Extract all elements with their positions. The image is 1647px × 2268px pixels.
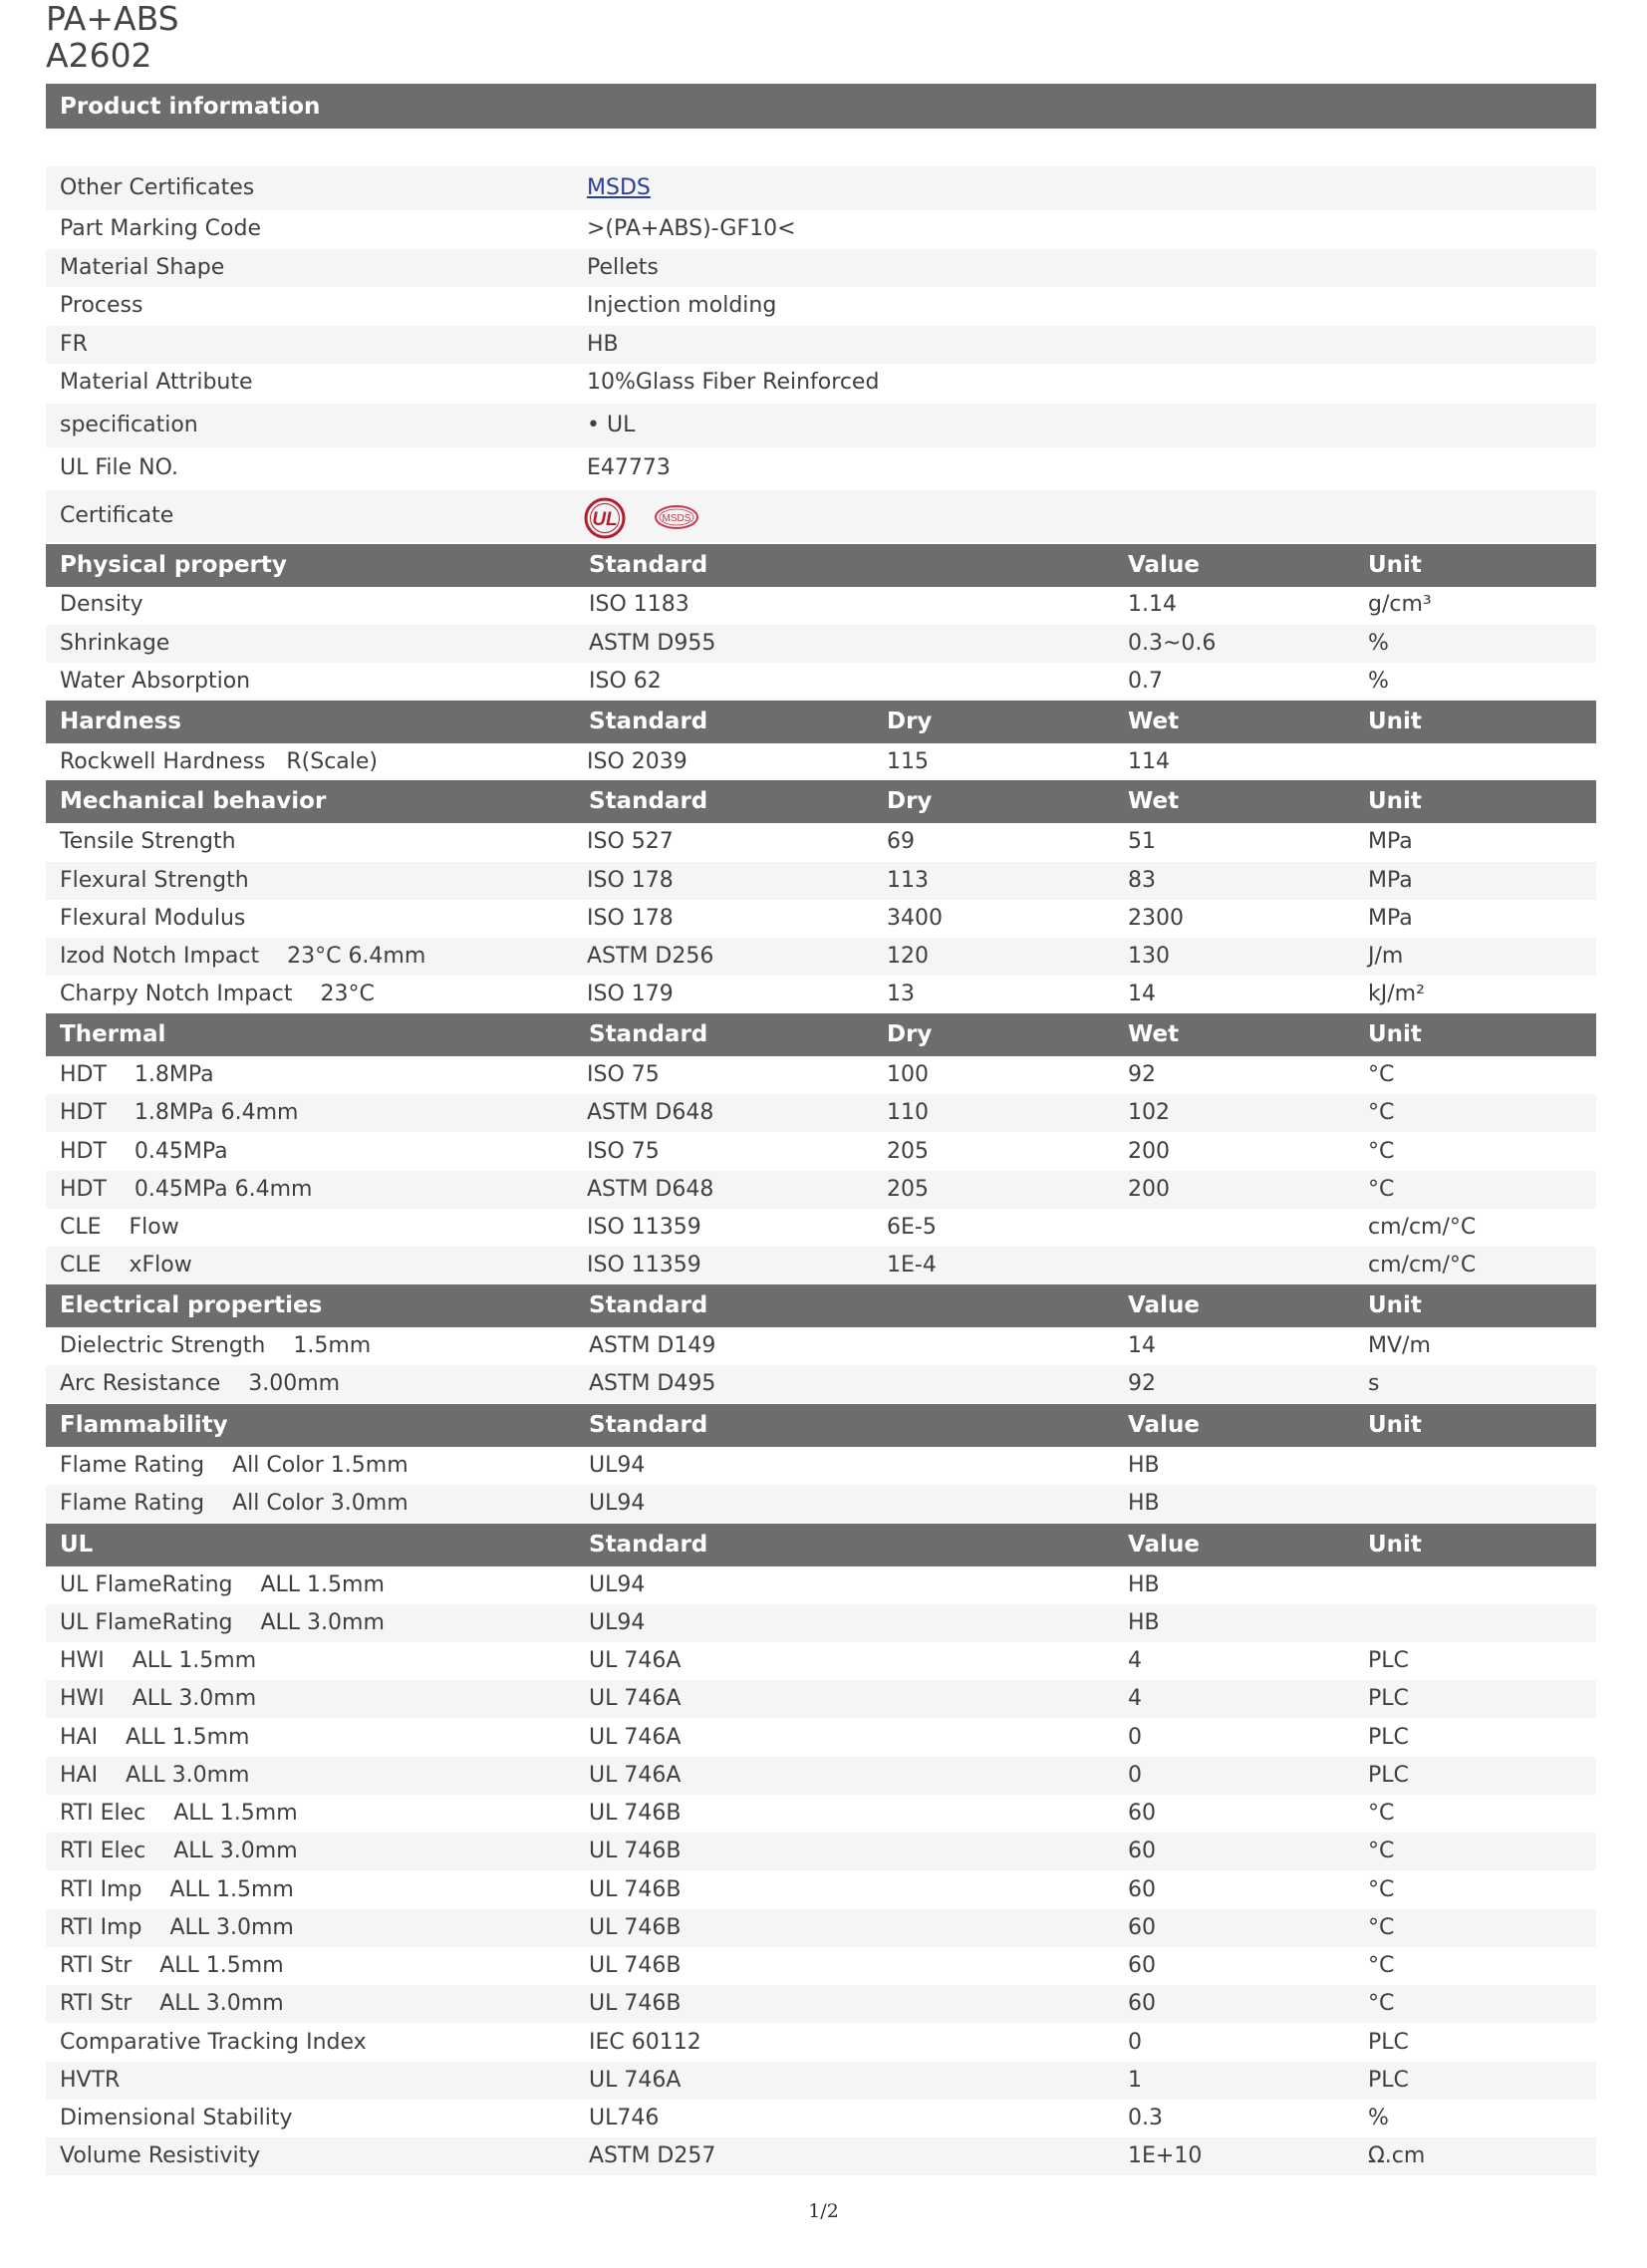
unit: PLC xyxy=(1368,1648,1409,1673)
value: 0.3~0.6 xyxy=(1128,631,1217,656)
property-name: HAI ALL 3.0mm xyxy=(60,1763,250,1788)
msds-logo-icon xyxy=(656,506,697,528)
standard: UL 746A xyxy=(589,1763,682,1788)
property-name: UL FlameRating ALL 3.0mm xyxy=(60,1610,385,1635)
standard: ISO 62 xyxy=(589,669,662,694)
table-row xyxy=(46,743,1596,781)
column-header-standard: Standard xyxy=(589,788,708,814)
standard: ISO 178 xyxy=(587,906,674,931)
column-header-value: Value xyxy=(1128,552,1200,578)
property-name: Flexural Modulus xyxy=(60,906,246,931)
value: 0 xyxy=(1128,1763,1142,1788)
section-title: Thermal xyxy=(60,1021,166,1047)
msds-logo-text: MSDS xyxy=(662,513,691,524)
property-name: Shrinkage xyxy=(60,631,170,656)
column-header-unit: Unit xyxy=(1368,552,1422,578)
standard: ISO 11359 xyxy=(587,1253,701,1277)
table-row xyxy=(46,2024,1596,2062)
table-row xyxy=(46,1985,1596,2023)
section-header-thermal xyxy=(46,1013,1596,1056)
column-header-standard: Standard xyxy=(589,1021,708,1047)
section-header-electrical-properties xyxy=(46,1284,1596,1327)
column-header-dry: Dry xyxy=(887,709,933,734)
value: 1.14 xyxy=(1128,592,1177,617)
section-title: Mechanical behavior xyxy=(60,788,327,814)
unit: PLC xyxy=(1368,1725,1409,1750)
standard: UL 746B xyxy=(589,1801,682,1826)
standard: ASTM D648 xyxy=(587,1100,714,1125)
property-name: Comparative Tracking Index xyxy=(60,2030,367,2055)
value: HB xyxy=(1128,1491,1160,1516)
dry-value: 205 xyxy=(887,1177,929,1202)
table-row xyxy=(46,976,1596,1013)
value: 130 xyxy=(1128,944,1170,969)
table-row xyxy=(46,1056,1596,1094)
msds-link[interactable]: MSDS xyxy=(587,175,651,200)
unit: MPa xyxy=(1368,868,1413,893)
unit: °C xyxy=(1368,1100,1395,1125)
unit: % xyxy=(1368,2106,1389,2130)
table-row xyxy=(46,1365,1596,1403)
product-info-header xyxy=(46,84,1596,129)
value: 60 xyxy=(1128,1839,1156,1863)
unit: cm/cm/°C xyxy=(1368,1253,1477,1277)
standard: ISO 75 xyxy=(587,1139,660,1164)
standard: UL 746B xyxy=(589,1915,682,1940)
dry-value: 13 xyxy=(887,982,915,1006)
table-row xyxy=(46,663,1596,701)
info-label: specification xyxy=(60,413,198,437)
value: 92 xyxy=(1128,1371,1156,1396)
info-value: 10%Glass Fiber Reinforced xyxy=(587,370,880,395)
property-name: Charpy Notch Impact 23°C xyxy=(60,982,375,1006)
property-name: Volume Resistivity xyxy=(60,2143,261,2168)
info-value: • UL xyxy=(587,413,636,437)
column-header-unit: Unit xyxy=(1368,1292,1422,1318)
property-name: UL FlameRating ALL 1.5mm xyxy=(60,1572,385,1597)
standard: ASTM D955 xyxy=(589,631,716,656)
value: 60 xyxy=(1128,1801,1156,1826)
standard: UL94 xyxy=(589,1453,646,1478)
table-row xyxy=(46,625,1596,663)
value: 83 xyxy=(1128,868,1156,893)
standard: UL746 xyxy=(589,2106,660,2130)
info-row-fr xyxy=(46,326,1596,364)
column-header-dry: Dry xyxy=(887,788,933,814)
property-name: HDT 0.45MPa xyxy=(60,1139,228,1164)
info-label: Other Certificates xyxy=(60,175,255,200)
value: 4 xyxy=(1128,1686,1142,1711)
value: 0 xyxy=(1128,1725,1142,1750)
unit: MPa xyxy=(1368,906,1413,931)
table-row xyxy=(46,1485,1596,1523)
product-name: PA+ABS xyxy=(46,0,179,38)
property-name: Water Absorption xyxy=(60,669,251,694)
column-header-wet: Wet xyxy=(1128,709,1180,734)
dry-value: 1E-4 xyxy=(887,1253,937,1277)
value: 51 xyxy=(1128,829,1156,854)
dry-value: 205 xyxy=(887,1139,929,1164)
unit: °C xyxy=(1368,1801,1395,1826)
value: 200 xyxy=(1128,1139,1170,1164)
property-name: HDT 1.8MPa 6.4mm xyxy=(60,1100,299,1125)
property-name: RTI Elec ALL 3.0mm xyxy=(60,1839,298,1863)
info-row-specification xyxy=(46,404,1596,447)
standard: UL94 xyxy=(589,1610,646,1635)
standard: ISO 1183 xyxy=(589,592,689,617)
value: HB xyxy=(1128,1610,1160,1635)
column-header-unit: Unit xyxy=(1368,709,1422,734)
dry-value: 100 xyxy=(887,1062,929,1087)
column-header-standard: Standard xyxy=(589,552,708,578)
table-row xyxy=(46,586,1596,624)
table-row xyxy=(46,938,1596,976)
section-header-physical-property xyxy=(46,544,1596,587)
unit: °C xyxy=(1368,1953,1395,1978)
standard: ISO 2039 xyxy=(587,749,687,774)
table-row xyxy=(46,823,1596,861)
value: 60 xyxy=(1128,1953,1156,1978)
standard: ASTM D256 xyxy=(587,944,714,969)
info-value: >(PA+ABS)-GF10< xyxy=(587,216,796,241)
info-value: Injection molding xyxy=(587,293,777,318)
standard: UL 746B xyxy=(589,1991,682,2016)
certificate-icons xyxy=(584,496,713,546)
property-name: RTI Imp ALL 3.0mm xyxy=(60,1915,294,1940)
value: 92 xyxy=(1128,1062,1156,1087)
unit: s xyxy=(1368,1371,1380,1396)
unit: % xyxy=(1368,631,1389,656)
property-name: RTI Elec ALL 1.5mm xyxy=(60,1801,298,1826)
column-header-unit: Unit xyxy=(1368,1412,1422,1438)
unit: °C xyxy=(1368,1991,1395,2016)
unit: J/m xyxy=(1368,944,1404,969)
value: 1E+10 xyxy=(1128,2143,1203,2168)
value: 14 xyxy=(1128,1333,1156,1358)
table-row xyxy=(46,1247,1596,1284)
value: 200 xyxy=(1128,1177,1170,1202)
info-row-ul-file-no xyxy=(46,448,1596,488)
table-row xyxy=(46,2100,1596,2137)
ul-logo-text: UL xyxy=(592,509,618,530)
table-row xyxy=(46,1133,1596,1171)
standard: UL 746A xyxy=(589,2068,682,2093)
value: 0 xyxy=(1128,2030,1142,2055)
property-name: RTI Imp ALL 1.5mm xyxy=(60,1877,294,1902)
column-header-standard: Standard xyxy=(589,1532,708,1558)
standard: UL94 xyxy=(589,1491,646,1516)
value: HB xyxy=(1128,1572,1160,1597)
table-row xyxy=(46,2062,1596,2100)
table-row xyxy=(46,1719,1596,1757)
unit: PLC xyxy=(1368,1763,1409,1788)
value: 4 xyxy=(1128,1648,1142,1673)
value: 0.7 xyxy=(1128,669,1163,694)
standard: ISO 75 xyxy=(587,1062,660,1087)
section-header-ul xyxy=(46,1524,1596,1566)
value: 60 xyxy=(1128,1877,1156,1902)
property-name: HWI ALL 1.5mm xyxy=(60,1648,257,1673)
column-header-wet: Wet xyxy=(1128,788,1180,814)
unit: % xyxy=(1368,669,1389,694)
value: 0.3 xyxy=(1128,2106,1163,2130)
table-row xyxy=(46,1447,1596,1485)
property-name: Dimensional Stability xyxy=(60,2106,293,2130)
property-name: HDT 0.45MPa 6.4mm xyxy=(60,1177,313,1202)
section-title: Physical property xyxy=(60,552,287,578)
property-name: Dielectric Strength 1.5mm xyxy=(60,1333,372,1358)
info-label: UL File NO. xyxy=(60,455,179,480)
ul-logo-icon xyxy=(586,499,624,537)
info-label: Certificate xyxy=(60,503,174,528)
standard: ISO 11359 xyxy=(587,1215,701,1240)
unit: PLC xyxy=(1368,1686,1409,1711)
property-name: CLE xFlow xyxy=(60,1253,192,1277)
info-value: E47773 xyxy=(587,455,671,480)
unit: MPa xyxy=(1368,829,1413,854)
info-value: Pellets xyxy=(587,255,659,280)
property-name: Density xyxy=(60,592,143,617)
value: 2300 xyxy=(1128,906,1184,931)
value: 102 xyxy=(1128,1100,1170,1125)
section-header-mechanical-behavior xyxy=(46,780,1596,823)
unit: °C xyxy=(1368,1177,1395,1202)
unit: °C xyxy=(1368,1877,1395,1902)
column-header-wet: Wet xyxy=(1128,1021,1180,1047)
column-header-unit: Unit xyxy=(1368,1532,1422,1558)
column-header-value: Value xyxy=(1128,1532,1200,1558)
unit: kJ/m² xyxy=(1368,982,1425,1006)
property-name: Flexural Strength xyxy=(60,868,249,893)
product-grade: A2602 xyxy=(46,36,152,75)
table-row xyxy=(46,900,1596,938)
info-label: Material Shape xyxy=(60,255,225,280)
value: HB xyxy=(1128,1453,1160,1478)
table-row xyxy=(46,1094,1596,1132)
property-name: HDT 1.8MPa xyxy=(60,1062,214,1087)
column-header-unit: Unit xyxy=(1368,788,1422,814)
section-title: Hardness xyxy=(60,709,181,734)
info-label: FR xyxy=(60,332,88,357)
table-row xyxy=(46,2137,1596,2175)
standard: UL 746B xyxy=(589,1877,682,1902)
table-row xyxy=(46,1833,1596,1870)
standard: UL 746B xyxy=(589,1953,682,1978)
section-title: Electrical properties xyxy=(60,1292,323,1318)
info-row-part-marking-code xyxy=(46,210,1596,248)
unit: Ω.cm xyxy=(1368,2143,1426,2168)
dry-value: 115 xyxy=(887,749,929,774)
product-title xyxy=(46,0,179,74)
standard: ISO 527 xyxy=(587,829,674,854)
table-row xyxy=(46,1680,1596,1718)
column-header-standard: Standard xyxy=(589,1292,708,1318)
standard: ASTM D495 xyxy=(589,1371,716,1396)
property-name: RTI Str ALL 1.5mm xyxy=(60,1953,284,1978)
property-name: RTI Str ALL 3.0mm xyxy=(60,1991,284,2016)
value: 60 xyxy=(1128,1915,1156,1940)
standard: ISO 179 xyxy=(587,982,674,1006)
property-name: HVTR xyxy=(60,2068,121,2093)
section-title: UL xyxy=(60,1532,94,1558)
table-row xyxy=(46,1795,1596,1833)
table-row xyxy=(46,1757,1596,1795)
table-row xyxy=(46,1947,1596,1985)
unit: g/cm³ xyxy=(1368,592,1432,617)
property-name: HWI ALL 3.0mm xyxy=(60,1686,257,1711)
table-row xyxy=(46,1871,1596,1909)
page-number: 1/2 xyxy=(808,2200,839,2222)
property-name: Arc Resistance 3.00mm xyxy=(60,1371,341,1396)
value: 1 xyxy=(1128,2068,1142,2093)
property-name: Rockwell Hardness R(Scale) xyxy=(60,749,379,774)
standard: ISO 178 xyxy=(587,868,674,893)
unit: PLC xyxy=(1368,2030,1409,2055)
table-row xyxy=(46,1909,1596,1947)
standard: UL94 xyxy=(589,1572,646,1597)
info-label: Part Marking Code xyxy=(60,216,262,241)
info-row-process xyxy=(46,287,1596,325)
table-row xyxy=(46,1604,1596,1642)
property-name: HAI ALL 1.5mm xyxy=(60,1725,250,1750)
standard: UL 746A xyxy=(589,1686,682,1711)
unit: cm/cm/°C xyxy=(1368,1215,1477,1240)
column-header-value: Value xyxy=(1128,1292,1200,1318)
dry-value: 69 xyxy=(887,829,915,854)
dry-value: 110 xyxy=(887,1100,929,1125)
dry-value: 120 xyxy=(887,944,929,969)
value: 14 xyxy=(1128,982,1156,1006)
value: 60 xyxy=(1128,1991,1156,2016)
info-label: Material Attribute xyxy=(60,370,253,395)
unit: MV/m xyxy=(1368,1333,1431,1358)
column-header-unit: Unit xyxy=(1368,1021,1422,1047)
property-name: CLE Flow xyxy=(60,1215,179,1240)
column-header-value: Value xyxy=(1128,1412,1200,1438)
info-value: HB xyxy=(587,332,619,357)
unit: PLC xyxy=(1368,2068,1409,2093)
table-row xyxy=(46,1209,1596,1247)
info-row-material-shape xyxy=(46,249,1596,287)
table-row xyxy=(46,1171,1596,1209)
info-label: Process xyxy=(60,293,143,318)
property-name: Flame Rating All Color 3.0mm xyxy=(60,1491,409,1516)
dry-value: 6E-5 xyxy=(887,1215,937,1240)
unit: °C xyxy=(1368,1915,1395,1940)
property-name: Tensile Strength xyxy=(60,829,236,854)
standard: UL 746B xyxy=(589,1839,682,1863)
standard: ASTM D149 xyxy=(589,1333,716,1358)
section-header-flammability xyxy=(46,1404,1596,1447)
product-info-title: Product information xyxy=(60,94,321,120)
table-row xyxy=(46,1566,1596,1604)
column-header-dry: Dry xyxy=(887,1021,933,1047)
dry-value: 3400 xyxy=(887,906,943,931)
info-row-material-attribute xyxy=(46,364,1596,402)
unit: °C xyxy=(1368,1062,1395,1087)
property-name: Flame Rating All Color 1.5mm xyxy=(60,1453,409,1478)
unit: °C xyxy=(1368,1839,1395,1863)
standard: IEC 60112 xyxy=(589,2030,701,2055)
table-row xyxy=(46,862,1596,900)
column-header-standard: Standard xyxy=(589,1412,708,1438)
section-title: Flammability xyxy=(60,1412,228,1438)
standard: ASTM D648 xyxy=(587,1177,714,1202)
value: 114 xyxy=(1128,749,1170,774)
table-row xyxy=(46,1327,1596,1365)
property-name: Izod Notch Impact 23°C 6.4mm xyxy=(60,944,426,969)
info-row-certificate xyxy=(46,490,1596,542)
unit: °C xyxy=(1368,1139,1395,1164)
section-header-hardness xyxy=(46,701,1596,743)
dry-value: 113 xyxy=(887,868,929,893)
column-header-standard: Standard xyxy=(589,709,708,734)
table-row xyxy=(46,1642,1596,1680)
standard: ASTM D257 xyxy=(589,2143,716,2168)
standard: UL 746A xyxy=(589,1725,682,1750)
info-row-other-certificates xyxy=(46,166,1596,210)
standard: UL 746A xyxy=(589,1648,682,1673)
